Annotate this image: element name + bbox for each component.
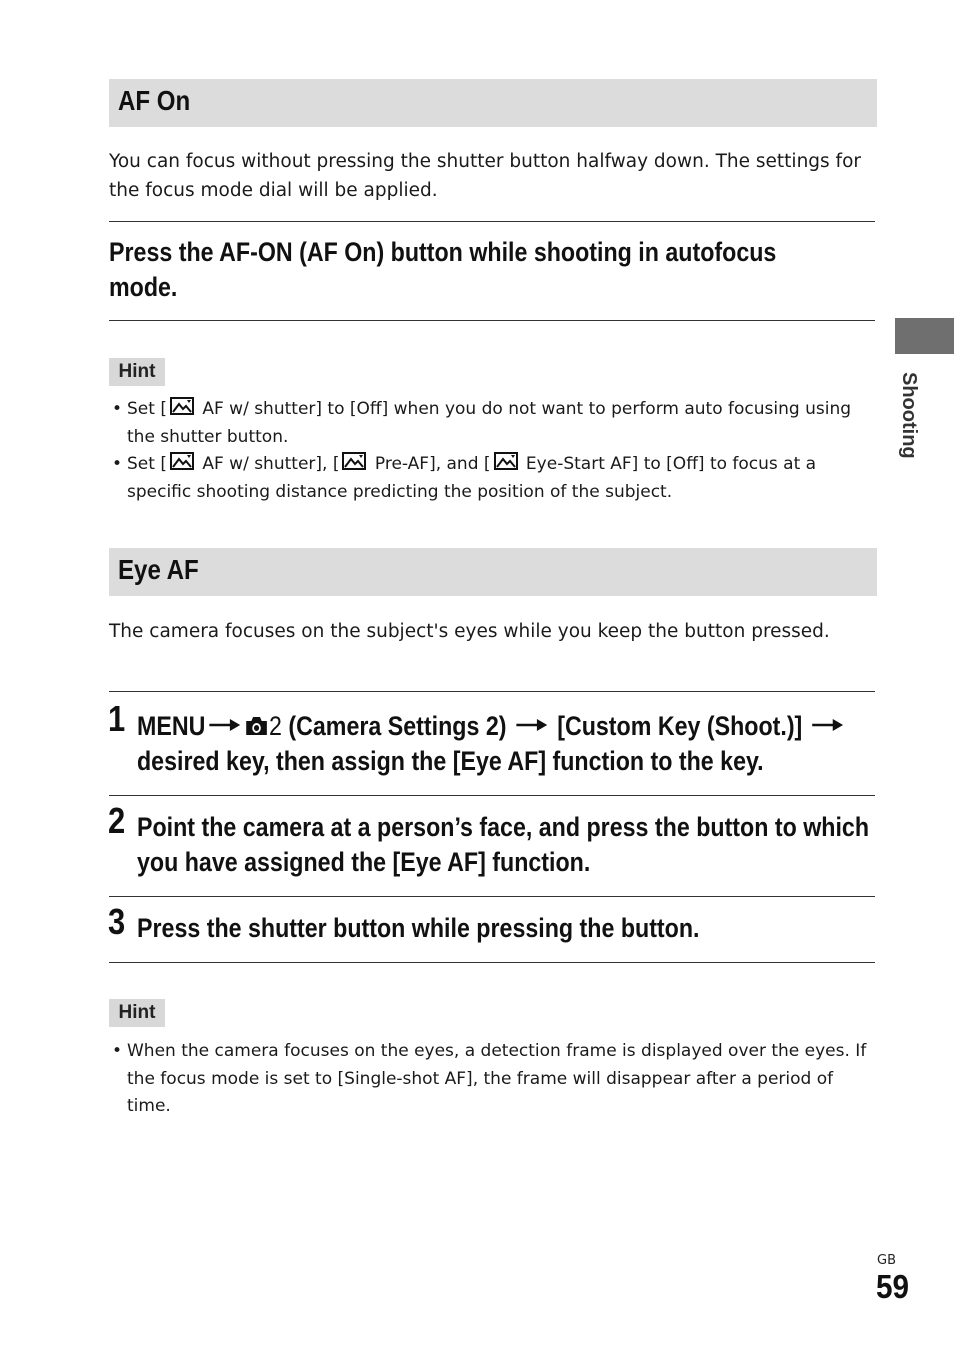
section-description: You can focus without pressing the shutter button halfway down. The settings for the focus mode dial will be applied. (109, 151, 861, 201)
camera-still-image-icon (169, 396, 195, 418)
section-header-af-on (109, 79, 877, 127)
page-number: 59 (876, 1268, 910, 1305)
chapter-label: Shooting (898, 372, 920, 459)
camera-still-image-icon (341, 451, 367, 473)
hint-label: Hint (109, 999, 165, 1027)
list-item: • Set [ AF w/ shutter] to [Off] when you do not want to perform auto focusing using the shutter button. (112, 396, 882, 451)
region-code: GB (877, 1253, 896, 1268)
hint-list (112, 1038, 882, 1121)
camera-tab-icon (244, 715, 268, 737)
section-title: Eye AF (118, 554, 199, 585)
divider (109, 962, 875, 963)
divider (109, 795, 875, 796)
divider (109, 691, 875, 692)
divider (109, 320, 875, 321)
step-text: Point the camera at a person’s face, and press the button to which you have assigned the [Eye AF] function. (137, 812, 870, 877)
hint-label: Hint (109, 358, 165, 386)
section-description: The camera focuses on the subject's eyes while you keep the button pressed. (109, 621, 830, 642)
arrow-right-icon (812, 718, 843, 732)
section-header-eye-af (109, 548, 877, 596)
step-number: 1 (108, 698, 126, 739)
list-item: • Set [ AF w/ shutter], [ Pre-AF], and [ Eye-Start AF] to [Off] to focus at a specific shooting distance predicting the position of the subject. (112, 451, 882, 506)
step-number: 3 (108, 901, 126, 942)
hint-list (112, 396, 882, 506)
step-number: 2 (108, 800, 126, 841)
camera-still-image-icon (169, 451, 195, 473)
instruction-text: Press the AF-ON (AF On) button while shooting in autofocus mode. (109, 237, 777, 302)
chapter-tab (895, 318, 954, 354)
section-title: AF On (118, 85, 191, 116)
arrow-right-icon (209, 718, 240, 732)
camera-still-image-icon (493, 451, 519, 473)
divider (109, 896, 875, 897)
step-text: MENU 2 (Camera Settings 2) [Custom Key (Shoot.)] desired key, then assign the [Eye AF] function to the key. (137, 709, 877, 779)
list-item: • When the camera focuses on the eyes, a detection frame is displayed over the eyes. If the focus mode is set to [Single-shot AF], the frame will disappear after a period of time. (112, 1041, 867, 1116)
divider (109, 221, 875, 222)
step-text: Press the shutter button while pressing the button. (137, 913, 700, 943)
arrow-right-icon (516, 718, 547, 732)
